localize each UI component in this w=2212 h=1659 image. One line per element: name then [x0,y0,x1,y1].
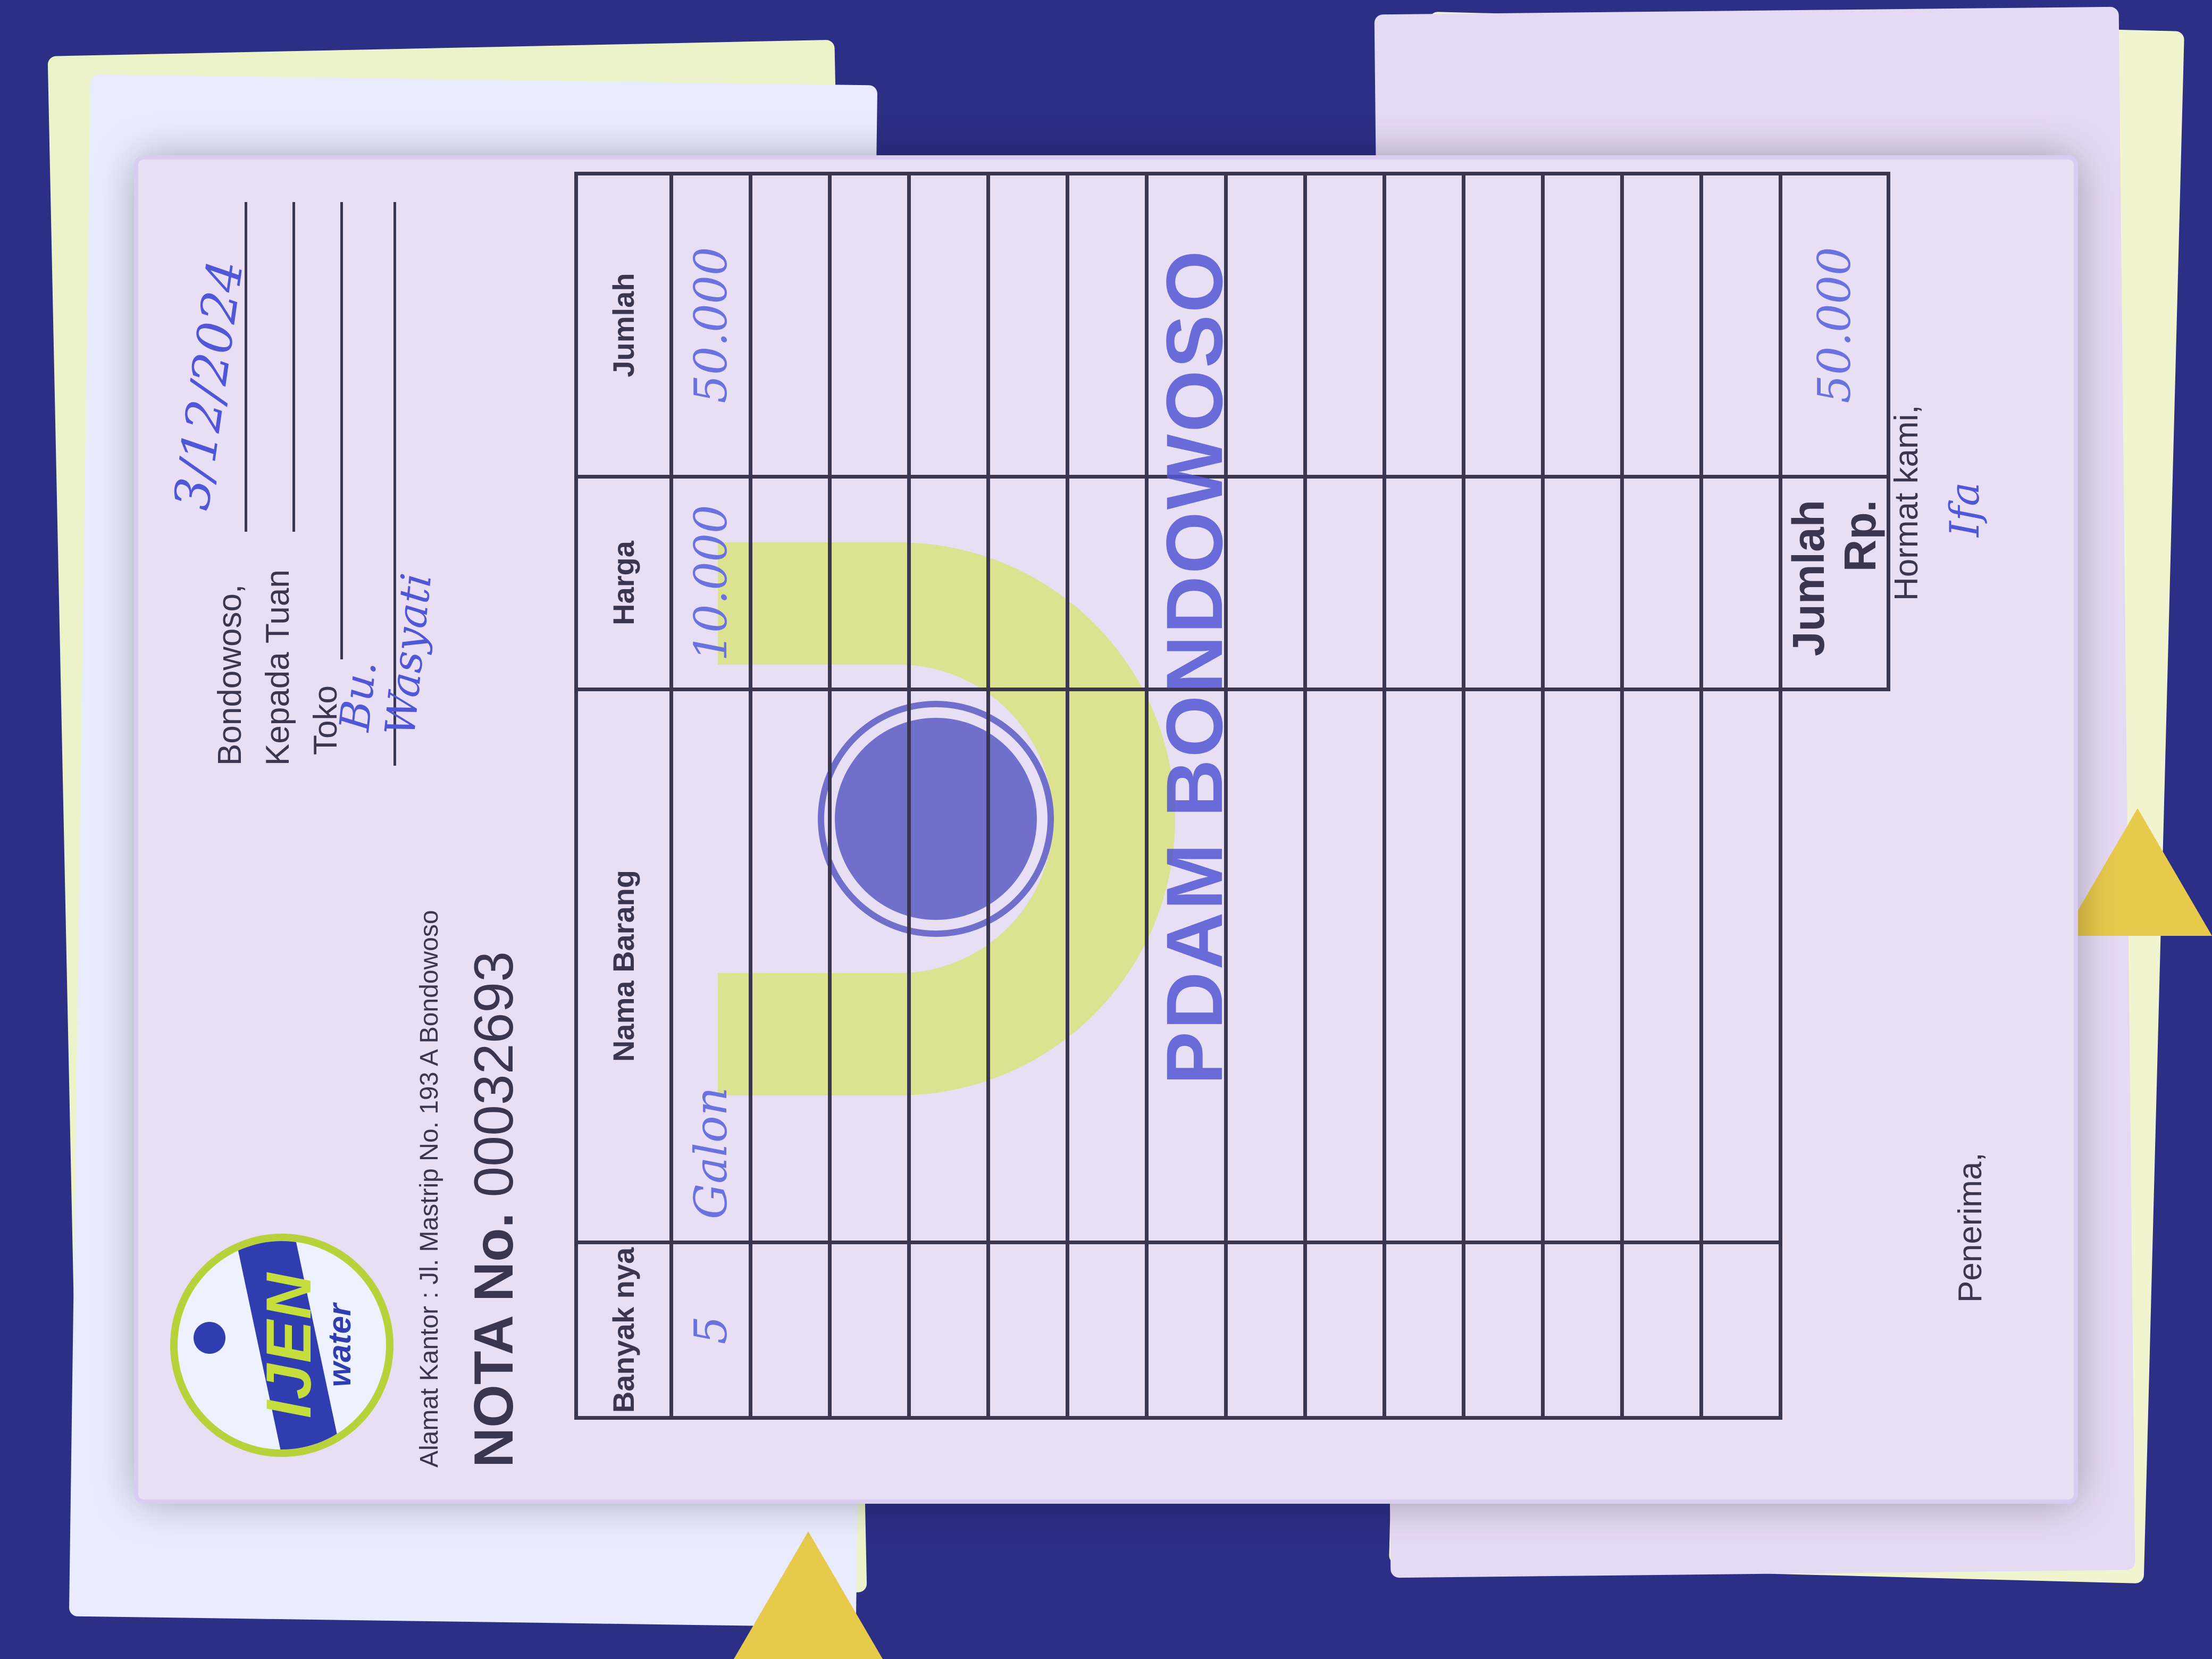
row-price: 10.000 [672,477,751,690]
table-row [988,174,1068,1418]
logo-badge-icon [194,1322,225,1354]
city-label: Bondowoso, [212,584,248,766]
to-row [255,569,303,766]
table-row [1702,174,1781,1418]
sender-initial: Ifa [1941,482,1988,537]
table-row [1464,174,1543,1418]
date-handwritten: 3/12/2024 [163,257,255,514]
fabric-star [734,1531,883,1659]
header-price: Harga [576,477,672,690]
total-label: Jumlah Rp. [1781,477,1889,690]
to-label: Kepada Tuan [259,569,296,766]
store-line [340,202,343,659]
sender-label: Hormat kami, [1888,405,1925,601]
row-name: Galon [672,690,751,1243]
total-value: 50.000 [1781,174,1889,477]
recipient-handwritten: Bu. Wasyati [331,571,441,739]
row-qty: 5 [672,1243,751,1418]
table-header-row [576,174,672,1418]
table-row [1385,174,1464,1418]
fabric-star [2063,808,2212,936]
pdam-stamp: PDAM BONDOWOSO [1150,248,1239,1085]
ijen-water-logo [170,1234,393,1457]
recipient-row [331,569,441,766]
nota-value: 00032693 [463,951,525,1197]
office-address: Alamat Kantor : Jl. Mastrip No. 193 A Bondowoso [415,910,443,1468]
table-row [751,174,830,1418]
logo-brand: IJEN [253,1272,324,1419]
receipt-header [163,257,441,766]
receiver-label: Penerima, [1952,1152,1989,1303]
table-row [1543,174,1622,1418]
nota-label: NOTA No. [463,1212,525,1468]
date-row [163,257,255,766]
to-line [292,202,295,532]
table-row [1305,174,1385,1418]
row-total: 50.000 [672,174,751,477]
store-label: Toko [307,685,344,755]
header-total: Jumlah [576,174,672,477]
date-line [245,202,247,532]
header-name: Nama Barang [576,690,672,1243]
table-row [1068,174,1147,1418]
receipt [138,160,2074,1499]
header-qty: Banyak nya [576,1243,672,1418]
table-row [830,174,909,1418]
logo-sub: water [322,1303,357,1387]
nota-number [463,951,526,1468]
table-row [672,174,751,1418]
table-row [909,174,988,1418]
total-row [1781,174,1889,1418]
table-row [1622,174,1702,1418]
